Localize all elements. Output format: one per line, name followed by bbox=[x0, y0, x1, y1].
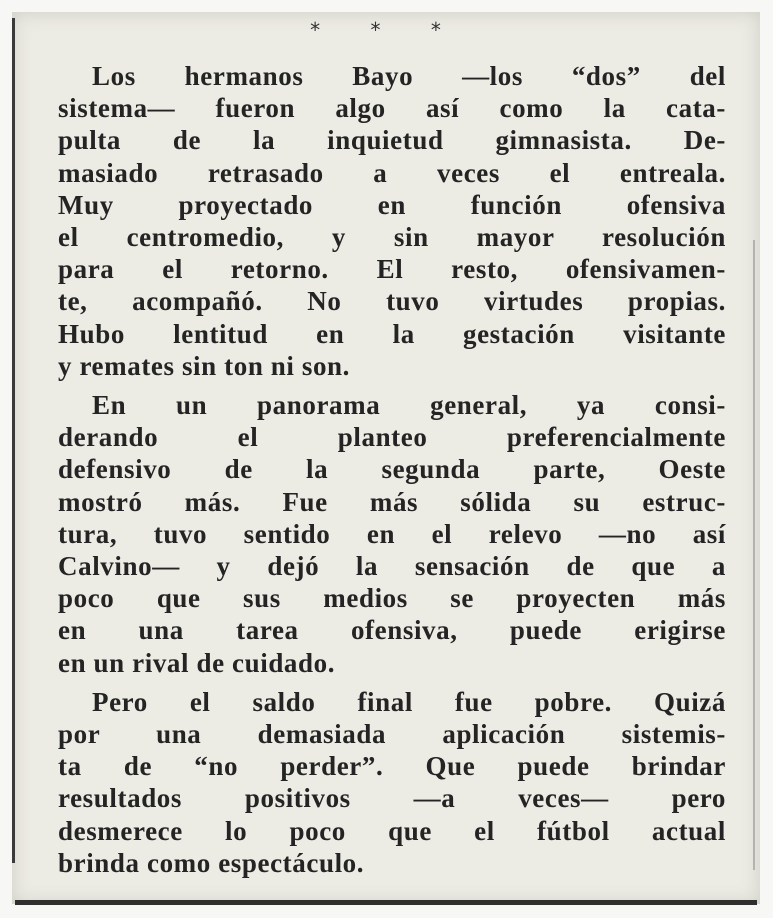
text-line: Calvino— y dejó la sensación de que a bbox=[58, 551, 726, 582]
left-column-rule bbox=[12, 18, 15, 863]
article-body bbox=[58, 60, 726, 879]
text-line: poco que sus medios se proyecten más bbox=[58, 583, 726, 614]
text-line: para el retorno. El resto, ofensivamen- bbox=[58, 254, 726, 285]
text-line: defensivo de la segunda parte, Oeste bbox=[58, 454, 726, 485]
text-line: desmerece lo poco que el fútbol actual bbox=[58, 815, 726, 846]
text-line: el centromedio, y sin mayor resolución bbox=[58, 222, 726, 253]
text-line: ta de “no perder”. Que puede brindar bbox=[58, 751, 726, 782]
section-ornament: * * * bbox=[310, 18, 463, 42]
text-line: en una tarea ofensiva, puede erigirse bbox=[58, 615, 726, 646]
text-line: En un panorama general, ya consi- bbox=[92, 390, 726, 421]
text-line: resultados positivos —a veces— pero bbox=[58, 783, 726, 814]
text-line: Muy proyectado en función ofensiva bbox=[58, 189, 726, 220]
text-line: mostró más. Fue más sólida su estruc- bbox=[58, 486, 726, 517]
text-line: tura, tuvo sentido en el relevo —no así bbox=[58, 518, 726, 549]
text-line: y remates sin ton ni son. bbox=[58, 350, 351, 381]
bottom-column-rule bbox=[15, 900, 757, 905]
text-line: Hubo lentitud en la gestación visitante bbox=[58, 318, 726, 349]
right-column-rule bbox=[753, 240, 755, 870]
text-line: masiado retrasado a veces el entreala. bbox=[58, 157, 726, 188]
text-line: derando el planteo preferencialmente bbox=[58, 422, 726, 453]
paragraph-1 bbox=[58, 60, 726, 382]
text-line: brinda como espectáculo. bbox=[58, 847, 365, 878]
text-line: en un rival de cuidado. bbox=[58, 647, 336, 678]
paragraph-2 bbox=[58, 389, 726, 679]
text-line: Pero el saldo final fue pobre. Quizá bbox=[92, 686, 726, 717]
paragraph-3 bbox=[58, 686, 726, 879]
text-line: por una demasiada aplicación sistemis- bbox=[58, 719, 726, 750]
text-line: sistema— fueron algo así como la cata- bbox=[58, 93, 726, 124]
text-line: te, acompañó. No tuvo virtudes propias. bbox=[58, 286, 726, 317]
text-line: Los hermanos Bayo —los “dos” del bbox=[92, 61, 726, 91]
text-line: pulta de la inquietud gimnasista. De- bbox=[58, 125, 726, 156]
